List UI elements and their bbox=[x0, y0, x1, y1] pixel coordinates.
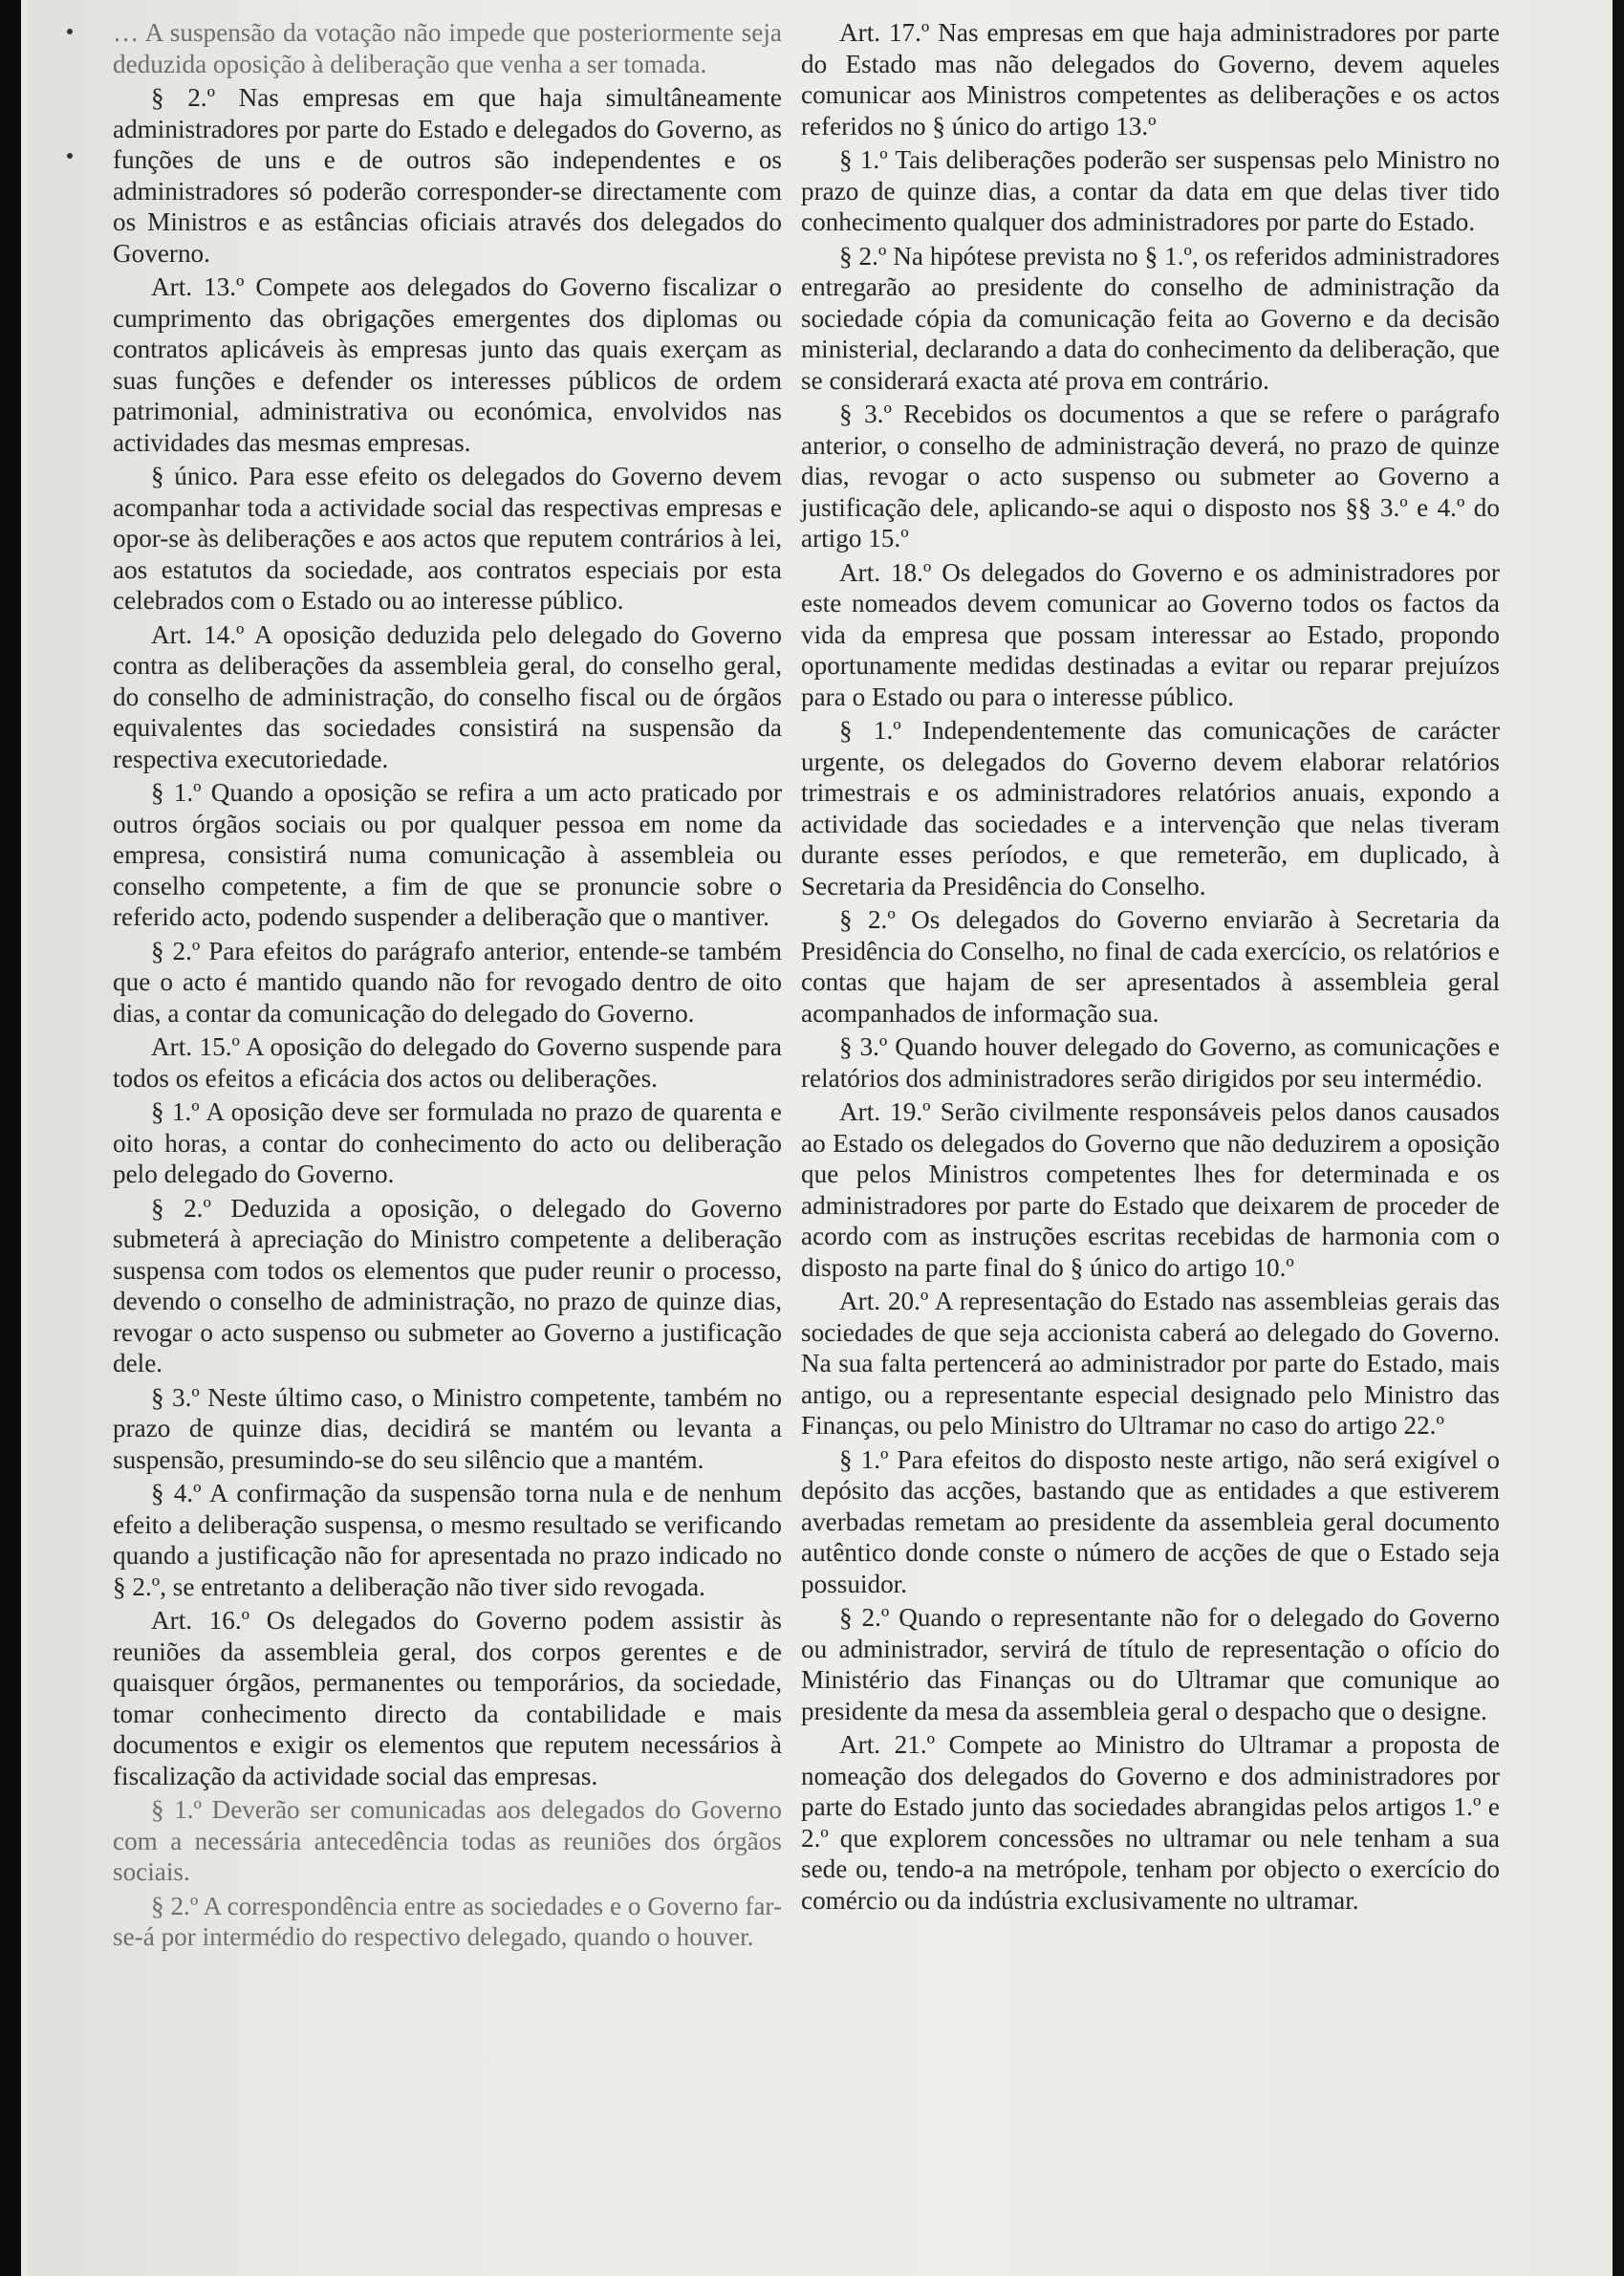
paragraph: … A suspensão da votação não impede que posteriormente seja deduzida oposição à deliberação que venha a ser tomada. bbox=[113, 18, 782, 78]
paragraph: Art. 17.º Nas empresas em que haja administradores por parte do Estado mas não delegados do Governo, devem aqueles comunicar aos Ministros competentes as deliberações e os actos referidos no § único do artigo 13.º bbox=[801, 18, 1500, 141]
paragraph: § 2.º Para efeitos do parágrafo anterior, entende-se também que o acto é mantido quando não for revogado dentro de oito dias, a contar da comunicação do delegado do Governo. bbox=[113, 936, 782, 1028]
paragraph: Art. 21.º Compete ao Ministro do Ultramar a proposta de nomeação dos delegados do Governo e dos administradores por parte do Estado junto das sociedades abrangidas pelos artigos 1.º e 2.º que explorem concessões no ultramar ou nele tenham a sua sede ou, tendo-a na metrópole, tenham por objecto o exercício do comércio ou da indústria exclusivamente no ultramar. bbox=[801, 1730, 1500, 1915]
binding-mark bbox=[67, 153, 73, 159]
binding-mark bbox=[67, 29, 73, 34]
paragraph: § 4.º A confirmação da suspensão torna nula e de nenhum efeito a deliberação suspensa, o mesmo resultado se verificando quando a justificação não for apresentada no prazo indicado no § 2.º, se entretanto a deliberação não tiver sido revogada. bbox=[113, 1479, 782, 1601]
right-column bbox=[801, 17, 1500, 1918]
paragraph: § 1.º Quando a oposição se refira a um acto praticado por outros órgãos sociais ou por qualquer pessoa em nome da empresa, consistirá numa comunicação à assembleia ou conselho competente, a fim de que se pronuncie sobre o referido acto, podendo suspender a deliberação que o mantiver. bbox=[113, 778, 782, 931]
paragraph: § 3.º Quando houver delegado do Governo, as comunicações e relatórios dos administradores serão dirigidos por seu intermédio. bbox=[801, 1032, 1500, 1093]
paragraph: § 1.º Para efeitos do disposto neste artigo, não será exigível o depósito das acções, bastando que as entidades a que estiverem averbadas remetam ao presidente da assembleia geral documento autêntico donde conste o número de acções de que o Estado seja possuidor. bbox=[801, 1444, 1500, 1598]
paragraph: § 2.º Os delegados do Governo enviarão à Secretaria da Presidência do Conselho, no final de cada exercício, os relatórios e contas que hajam de ser apresentados à assembleia geral acompanhados de informação sua. bbox=[801, 905, 1500, 1028]
paragraph: Art. 16.º Os delegados do Governo podem assistir às reuniões da assembleia geral, dos corpos gerentes e de quaisquer órgãos, permanentes ou temporários, da sociedade, tomar conhecimento directo da contabilidade e mais documentos e exigir os elementos que reputem necessários à fiscalização da actividade social das empresas. bbox=[113, 1606, 782, 1790]
paragraph: § 3.º Recebidos os documentos a que se refere o parágrafo anterior, o conselho de administração deverá, no prazo de quinze dias, revogar o acto suspenso ou submeter ao Governo a justificação dele, aplicando-se aqui o disposto nos §§ 3.º e 4.º do artigo 15.º bbox=[801, 400, 1500, 553]
paragraph: § 1.º A oposição deve ser formulada no prazo de quarenta e oito horas, a contar do conhecimento do acto ou deliberação pelo delegado do Governo. bbox=[113, 1097, 782, 1188]
paragraph: § 2.º Na hipótese prevista no § 1.º, os referidos administradores entregarão ao presidente do conselho de administração da sociedade cópia da comunicação feita ao Governo e da decisão ministerial, declarando a data do conhecimento da deliberação, que se considerará exacta até prova em contrário. bbox=[801, 241, 1500, 395]
paragraph: § 2.º Nas empresas em que haja simultâneamente administradores por parte do Estado e delegados do Governo, as funções de uns e de outros são independentes e os administradores só poderão corresponder-se directamente com os Ministros e as estâncias oficiais através dos delegados do Governo. bbox=[113, 83, 782, 268]
paragraph: Art. 15.º A oposição do delegado do Governo suspende para todos os efeitos a eficácia dos actos ou deliberações. bbox=[113, 1032, 782, 1093]
left-column bbox=[113, 17, 782, 1956]
paragraph: Art. 14.º A oposição deduzida pelo delegado do Governo contra as deliberações da assembleia geral, do conselho geral, do conselho de administração, do conselho fiscal ou de órgãos equivalentes das sociedades consistirá na suspensão da respectiva executoriedade. bbox=[113, 619, 782, 773]
scan-border-right bbox=[1613, 0, 1624, 2276]
paragraph: § 3.º Neste último caso, o Ministro competente, também no prazo de quinze dias, decidirá se mantém ou levanta a suspensão, presumindo-se do seu silêncio que a mantém. bbox=[113, 1382, 782, 1474]
paragraph: § 1.º Independentemente das comunicações de carácter urgente, os delegados do Governo devem elaborar relatórios trimestrais e os administradores relatórios anuais, expondo a actividade das sociedades e a intervenção que nelas tiveram durante esses períodos, e que remeterão, em duplicado, à Secretaria da Presidência do Conselho. bbox=[801, 716, 1500, 900]
paragraph: § 2.º Deduzida a oposição, o delegado do Governo submeterá à apreciação do Ministro competente a deliberação suspensa com todos os elementos que puder reunir o processo, devendo o conselho de administração, no prazo de quinze dias, revogar o acto suspenso ou submeter ao Governo a justificação dele. bbox=[113, 1193, 782, 1377]
paragraph: § 1.º Tais deliberações poderão ser suspensas pelo Ministro no prazo de quinze dias, a contar da data em que delas tiver tido conhecimento qualquer dos administradores por parte do Estado. bbox=[801, 145, 1500, 236]
paragraph: § 1.º Deverão ser comunicadas aos delegados do Governo com a necessária antecedência todas as reuniões dos órgãos sociais. bbox=[113, 1795, 782, 1886]
paragraph: § 2.º Quando o representante não for o delegado do Governo ou administrador, servirá de título de representação o ofício do Ministério das Finanças ou do Ultramar que comunique ao presidente da mesa da assembleia geral o despacho que o designe. bbox=[801, 1603, 1500, 1725]
paragraph: Art. 19.º Serão civilmente responsáveis pelos danos causados ao Estado os delegados do Governo que não deduzirem a oposição que pelos Ministros competentes lhes for determinada e os administradores por parte do Estado que deixarem de proceder de acordo com as instruções escritas recebidas de harmonia com o disposto na parte final do § único do artigo 10.º bbox=[801, 1097, 1500, 1282]
scan-border-left bbox=[0, 0, 21, 2276]
paragraph: § único. Para esse efeito os delegados do Governo devem acompanhar toda a actividade social das respectivas empresas e opor-se às deliberações e aos actos que reputem contrários à lei, aos estatutos da sociedade, aos contratos especiais por esta celebrados com o Estado ou ao interesse público. bbox=[113, 462, 782, 615]
paragraph: Art. 18.º Os delegados do Governo e os administradores por este nomeados devem comunicar ao Governo todos os factos da vida da empresa que possam interessar ao Estado, propondo oportunamente medidas destinadas a evitar ou reparar prejuízos para o Estado ou para o interesse público. bbox=[801, 557, 1500, 711]
paragraph: Art. 20.º A representação do Estado nas assembleias gerais das sociedades de que seja accionista caberá ao delegado do Governo. Na sua falta pertencerá ao administrador por parte do Estado, mais antigo, ou a representante especial designado pelo Ministro das Finanças, ou pelo Ministro do Ultramar no caso do artigo 22.º bbox=[801, 1287, 1500, 1440]
paragraph: § 2.º A correspondência entre as sociedades e o Governo far-se-á por intermédio do respectivo delegado, quando o houver. bbox=[113, 1891, 782, 1951]
document-page bbox=[29, 0, 1606, 2276]
paragraph: Art. 13.º Compete aos delegados do Governo fiscalizar o cumprimento das obrigações emergentes dos diplomas ou contratos aplicáveis às empresas junto das quais exerçam as suas funções e defender os interesses públicos de ordem patrimonial, administrativa ou económica, envolvidos nas actividades das mesmas empresas. bbox=[113, 272, 782, 457]
